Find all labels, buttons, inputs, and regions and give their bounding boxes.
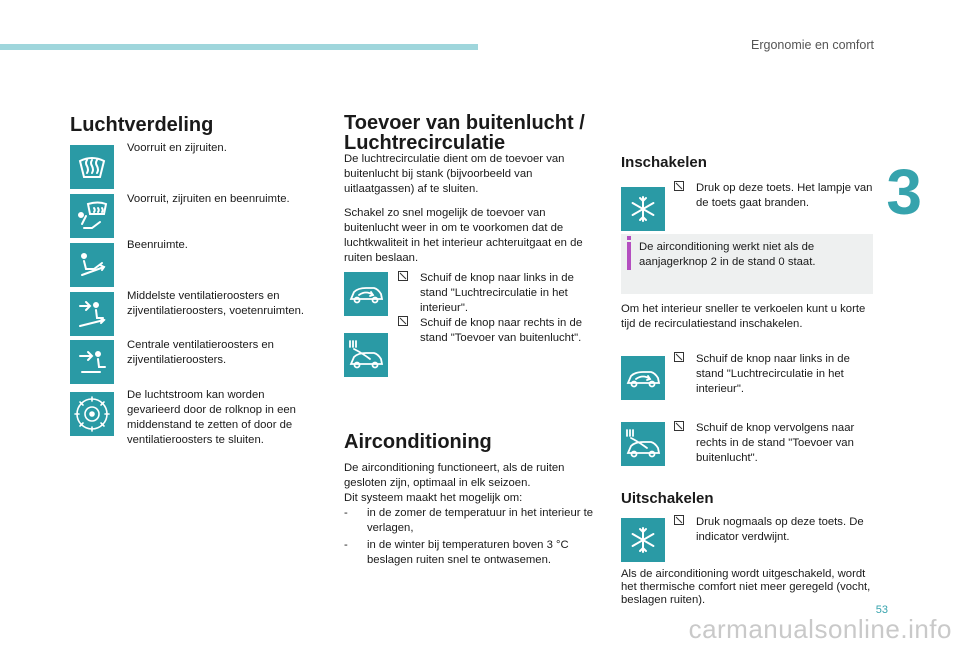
bullet-text: Druk op deze toets. Het lampje van de toets gaat branden. xyxy=(696,182,873,209)
outside-air-icon xyxy=(621,422,665,466)
bullet-text: Schuif de knop vervolgens naar rechts in de stand "Toevoer van buitenlucht". xyxy=(696,422,855,464)
checkbox-bullet-icon xyxy=(674,421,684,431)
ac-list-item: in de zomer de temperatuur in het interieur te verlagen, xyxy=(367,507,594,534)
luchtverdeling-item: Centrale ventilatieroosters en zijventilatieroosters. xyxy=(127,339,274,366)
checkbox-bullet-icon xyxy=(398,271,408,281)
toevoer-title-line2: Luchtrecirculatie xyxy=(344,132,506,154)
ac-paragraph: De airconditioning functioneert, als de ruiten gesloten zijn, optimaal in elk seizoen. xyxy=(344,462,565,489)
list-dash: - xyxy=(344,507,348,519)
section-header: Ergonomie en comfort xyxy=(751,38,874,52)
luchtverdeling-title: Luchtverdeling xyxy=(70,114,214,136)
uitschakelen-bullet xyxy=(674,515,874,547)
checkbox-bullet-icon xyxy=(398,316,408,326)
ac-paragraph: Dit systeem maakt het mogelijk om: xyxy=(344,492,523,504)
ac-snowflake-icon xyxy=(621,187,665,231)
airflow-knob-icon xyxy=(70,392,114,436)
inschakelen-bullet xyxy=(674,181,874,213)
uitschakelen-title: Uitschakelen xyxy=(621,490,714,507)
checkbox-bullet-icon xyxy=(674,352,684,362)
bullet-text: Druk nogmaals op deze toets. De indicator verdwijnt. xyxy=(696,516,864,543)
ac-snowflake-icon xyxy=(621,518,665,562)
vents-icon xyxy=(70,340,114,384)
page-number: 53 xyxy=(875,604,888,616)
luchtverdeling-item: Voorruit en zijruiten. xyxy=(127,142,227,154)
info-bar xyxy=(627,242,631,270)
inschakelen-paragraph: Om het interieur sneller te verkoelen kunt u korte tijd de recirculatiestand inschakelen. xyxy=(621,303,866,330)
note-text: De airconditioning werkt niet als de aanjagerknop 2 in de stand 0 staat. xyxy=(639,241,816,268)
recirculation-icon xyxy=(344,272,388,316)
toevoer-title-line1: Toevoer van buitenlucht / xyxy=(344,112,585,134)
info-note xyxy=(621,234,873,294)
luchtverdeling-item: Voorruit, zijruiten en beenruimte. xyxy=(127,193,290,205)
toevoer-paragraph: Schakel zo snel mogelijk de toevoer van buitenlucht weer in om te voorkomen dat de luchtkwaliteit in het interieur achteruitgaat en de ruiten beslaan. xyxy=(344,207,583,264)
inschakelen-bullet xyxy=(674,352,874,400)
uitschakelen-paragraph: Als de airconditioning wordt uitgeschakeld, wordt het thermische comfort niet meer geregeld (vocht, beslagen ruiten). xyxy=(621,568,871,606)
watermark: carmanualsonline.info xyxy=(688,614,952,644)
checkbox-bullet-icon xyxy=(674,181,684,191)
vents-feet-icon xyxy=(70,292,114,336)
info-icon xyxy=(627,236,631,240)
luchtverdeling-item: De luchtstroom kan worden gevarieerd door de rolknop in een middenstand te zetten of door de ventilatieroosters te sluiten. xyxy=(127,389,296,446)
luchtverdeling-item: Middelste ventilatieroosters en zijventilatieroosters, voetenruimten. xyxy=(127,290,305,317)
recirculation-icon xyxy=(621,356,665,400)
ac-list-item: in de winter bij temperaturen boven 3 °C beslagen ruiten snel te ontwasemen. xyxy=(367,539,569,566)
airconditioning-title: Airconditioning xyxy=(344,431,492,453)
bullet-text: Schuif de knop naar rechts in de stand "Toevoer van buitenlucht". xyxy=(420,317,583,344)
chapter-number: 3 xyxy=(886,156,922,228)
header-bar xyxy=(0,44,478,50)
windscreen-feet-icon xyxy=(70,194,114,238)
bullet-text: Schuif de knop naar links in de stand "Luchtrecirculatie in het interieur". xyxy=(696,353,850,395)
windscreen-demist-icon xyxy=(70,145,114,189)
inschakelen-title: Inschakelen xyxy=(621,154,707,171)
toevoer-paragraph: De luchtrecirculatie dient om de toevoer van buitenlucht bij stank (bijvoorbeeld van uitlaatgassen) af te sluiten. xyxy=(344,153,565,195)
bullet-text: Schuif de knop naar links in de stand "Luchtrecirculatie in het interieur". xyxy=(420,272,574,314)
feet-icon xyxy=(70,243,114,287)
toevoer-bullet xyxy=(398,316,598,348)
checkbox-bullet-icon xyxy=(674,515,684,525)
list-dash: - xyxy=(344,539,348,551)
outside-air-icon xyxy=(344,333,388,377)
inschakelen-bullet xyxy=(674,421,874,469)
toevoer-bullet xyxy=(398,271,598,319)
luchtverdeling-item: Beenruimte. xyxy=(127,239,188,251)
